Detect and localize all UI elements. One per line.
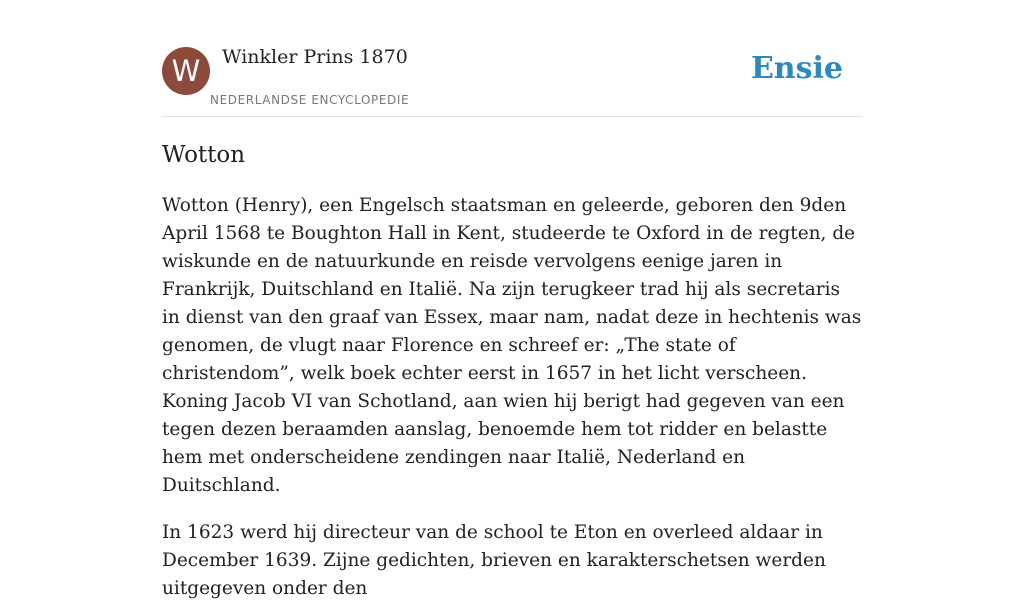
- ensie-logo-link[interactable]: Ensie: [750, 51, 843, 86]
- article-paragraph: Wotton (Henry), een Engelsch staatsman en geleerde, geboren den 9den April 1568 te Boughton Hall in Kent, studeerde te Oxford in de regten, de wiskunde en de natuurkunde en reisde vervolgens eenige jaren in Frankrijk, Duitschland en Italië. Na zijn terugkeer trad hij als secretaris in dienst van den graaf van Essex, maar nam, nadat deze in hechtenis was genomen, de vlugt naar Florence en schreef er: „The state of christendom”, welk boek echter eerst in 1657 in het licht verscheen. Koning Jacob VI van Schotland, aan wien hij berigt had gegeven van een tegen dezen beraamden aanslag, benoemde hem tot ridder en belastte hem met onderscheidene zendingen naar Italië, Nederland en Duitschland.: [162, 195, 862, 496]
- header: [162, 0, 862, 117]
- source-avatar: W: [162, 47, 210, 95]
- article-paragraph: In 1623 werd hij directeur van de school te Eton en overleed aldaar in December 1639. Zijne gedichten, brieven en karakterschetsen werden uitgegeven onder den: [162, 522, 826, 599]
- source-subtitle: NEDERLANDSE ENCYCLOPEDIE: [210, 93, 410, 107]
- article-title: Wotton: [162, 142, 246, 168]
- article: [162, 140, 862, 603]
- source-title[interactable]: Winkler Prins 1870: [222, 46, 408, 68]
